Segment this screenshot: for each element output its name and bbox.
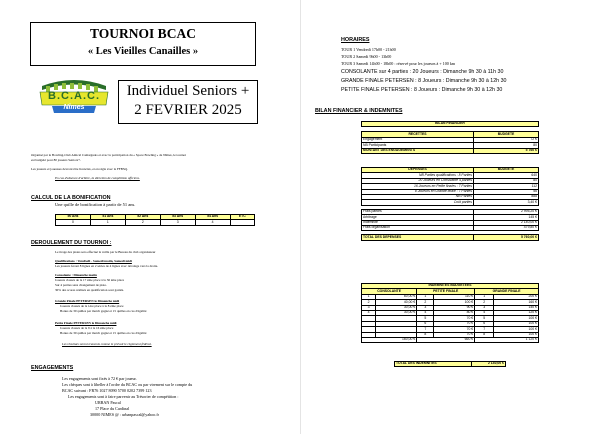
indem-header: CONSOLANTE bbox=[362, 289, 417, 294]
depenses-label: Indemnité bbox=[362, 220, 474, 225]
depenses-line-value: 888 bbox=[474, 194, 539, 199]
indem-cell: 30,00 € bbox=[376, 310, 417, 315]
recettes-value: 72 € bbox=[474, 137, 539, 142]
indem-cell: 120 € bbox=[494, 310, 539, 315]
indemnites-table bbox=[361, 283, 539, 343]
indem-cell: 60,00 € bbox=[376, 294, 417, 299]
indem-cell: 8 bbox=[417, 332, 434, 337]
indem-cell: 6 bbox=[417, 321, 434, 326]
depenses-label: Frais organisation bbox=[362, 225, 474, 230]
deroul-line: Les joueurs feront 8 lignes en 2 séries de 4 lignes avec décalage vers la droite. bbox=[55, 264, 159, 268]
recettes-header: RECETTES bbox=[362, 132, 474, 137]
horaire-line: TOUR 1 Vendredi 17h00 - 21h00 bbox=[341, 47, 396, 52]
deroul-line: Bonus de 30 quilles par match gagné et 15 quilles en cas d'égalité bbox=[60, 309, 147, 313]
indem-cell: 70 € bbox=[434, 332, 475, 337]
indem-cell: 100 € bbox=[494, 332, 539, 337]
depenses-line-value: 640 bbox=[474, 173, 539, 178]
depenses-line-label: NB Parties qualifications : 8 Parties bbox=[362, 173, 474, 178]
indem-cell: 160 € bbox=[494, 300, 539, 305]
indem-cell: 4 bbox=[417, 310, 434, 315]
indem-cell: 7 bbox=[475, 327, 494, 332]
indem-cell: 110 € bbox=[434, 294, 475, 299]
depenses-value: 145 € bbox=[474, 215, 539, 220]
depenses-line-value: 3,40 € bbox=[474, 200, 539, 205]
intro-line: Organisé par le Bowling-Club Amical Camarguais et avec la participation du « Space Bowling » de Nîmes, le tournoi bbox=[31, 153, 187, 157]
bonif-table bbox=[55, 214, 255, 226]
deroul-line: Sur 4 parties sans changement de piste. bbox=[55, 283, 107, 287]
engag-line: Les engagements sont à faire parvenir au Trésorier de compétition : bbox=[68, 394, 179, 399]
indem-cell: 7 bbox=[417, 327, 434, 332]
indem-total-label: TOTAL DES INDEMNITES bbox=[395, 362, 472, 367]
bonif-header: 53 Ans bbox=[160, 215, 195, 220]
bonif-header: 52 Ans bbox=[125, 215, 160, 220]
indem-cell: 100 € bbox=[434, 300, 475, 305]
bonif-header: 50 Ans bbox=[56, 215, 91, 220]
deroul-line: Joueurs classés de la 17 ème place à la 36 ème place bbox=[55, 278, 125, 282]
depenses-line-label: 16 Joueurs en Petite finales : 7 Parties bbox=[362, 184, 474, 189]
deroul-line: 30% des scores réalisés en qualification sont gardés. bbox=[55, 288, 125, 292]
indem-cell: 3 bbox=[417, 305, 434, 310]
indem-cell: 70 € bbox=[434, 316, 475, 321]
indem-cell: 3 bbox=[362, 305, 376, 310]
indem-header: PETITE FINALE bbox=[417, 289, 475, 294]
engag-line: 30000 NIMES @ : urbanpascal@yahoo.fr bbox=[90, 412, 160, 417]
engag-line: 17 Place du Cardinal bbox=[95, 406, 130, 411]
deroul-line: Bonus de 30 quilles par match gagné et 15 quilles en cas d'égalité bbox=[60, 331, 147, 335]
indem-cell: 100 € bbox=[494, 327, 539, 332]
deroul-line: Petite Finale PETERSEN le Dimanche midi bbox=[55, 321, 117, 325]
category-label: Individuel Seniors + bbox=[126, 83, 250, 99]
intro-line: En cas d'absence d'arbitre, la direction de compétition officiera. bbox=[55, 176, 140, 180]
engag-line: BCAC suivant : FR76 1027 8090 5700 0202 7399 123 bbox=[62, 388, 152, 393]
indem-cell: 100 € bbox=[494, 321, 539, 326]
indem-cell: 40,00 € bbox=[376, 300, 417, 305]
depenses-total-label: TOTAL DES DEPENSES bbox=[362, 235, 474, 240]
deroul-line: Qualifications : Vendredi - Samedi matin, Samedi midi bbox=[55, 259, 132, 263]
indem-title: INDEMNITES BUDGETEES bbox=[362, 284, 539, 289]
bonif-value: 3 bbox=[160, 220, 195, 225]
depenses-value: 2 995,20 € bbox=[474, 209, 539, 214]
depenses-line-label: 8 Joueurs en Grande finale : 7 Parties bbox=[362, 189, 474, 194]
recettes-label: Engagement bbox=[362, 137, 474, 142]
bonif-title: CALCUL DE LA BONIFICATION bbox=[31, 195, 111, 201]
bonif-header: ETC bbox=[230, 215, 254, 220]
bonif-value: 1 bbox=[90, 220, 125, 225]
depenses-header: BUDGETE bbox=[474, 168, 539, 173]
depenses-table bbox=[361, 167, 539, 241]
logo-text-bottom: Nîmes bbox=[63, 104, 85, 111]
indem-cell: 1 bbox=[475, 294, 494, 299]
tournament-title: TOURNOI BCAC bbox=[90, 26, 196, 41]
horaires-title: HORAIRES bbox=[341, 37, 370, 43]
bonif-header: 51 Ans bbox=[90, 215, 125, 220]
deroul-line: Consolante : Dimanche matin bbox=[55, 273, 97, 277]
indem-cell: 100 € bbox=[494, 316, 539, 321]
depenses-line-label: Coût parties bbox=[362, 200, 474, 205]
tournament-subtitle: « Les Vieilles Canailles » bbox=[87, 46, 199, 57]
indem-cell: 70 € bbox=[434, 321, 475, 326]
intro-line: est budgété pour 80 joueurs Seniors+. bbox=[31, 158, 81, 162]
indem-cell: 5 bbox=[417, 316, 434, 321]
bonif-value bbox=[230, 220, 254, 225]
depenses-label: Arbitrage bbox=[362, 215, 474, 220]
depenses-label: Frais parties bbox=[362, 209, 474, 214]
depenses-line-value: 80 bbox=[474, 178, 539, 183]
depenses-line-value: 56 bbox=[474, 189, 539, 194]
horaire-line: GRANDE FINALE PETERSEN : 8 Joueurs : Dimanche 9h 30 à 12h 30 bbox=[341, 78, 507, 84]
engag-line: Les engagements sont fixés à 72 € par joueur. bbox=[62, 376, 137, 381]
indem-cell: 2 bbox=[417, 300, 434, 305]
indem-cell: 8 bbox=[475, 332, 494, 337]
indem-cell: 1 bbox=[417, 294, 434, 299]
indem-total-value: 2 140,00 € bbox=[472, 362, 506, 367]
recettes-total-value: 5 760 € bbox=[474, 148, 539, 153]
bonif-value: 0 bbox=[56, 220, 91, 225]
indem-cell: 2 bbox=[362, 300, 376, 305]
indem-total-table bbox=[394, 361, 506, 367]
bonif-text: Une quille de bonification à partir de 51 ans. bbox=[55, 202, 136, 207]
indem-cell: 3 bbox=[475, 305, 494, 310]
bilan-header: BILAN FINANCIER bbox=[362, 122, 539, 127]
depenses-value: 2 140,00 € bbox=[474, 220, 539, 225]
page-right bbox=[300, 0, 600, 434]
indem-cell: 80 € bbox=[434, 310, 475, 315]
recettes-table bbox=[361, 121, 539, 154]
depenses-line-label: NB Parties bbox=[362, 194, 474, 199]
horaire-line: PETITE FINALE PETERSEN : 8 Joueurs : Dimanche 9h 30 à 12h 30 bbox=[341, 87, 503, 93]
deroul-line: Grande Finale PETERSEN le Dimanche midi bbox=[55, 299, 120, 303]
depenses-total-value: 5 760,00 € bbox=[474, 235, 539, 240]
depenses-header: DEPENSES bbox=[362, 168, 474, 173]
indem-cell: 2 bbox=[475, 300, 494, 305]
depenses-value: 479,80 € bbox=[474, 225, 539, 230]
indem-cell: 70 € bbox=[434, 327, 475, 332]
horaire-line: TOUR 2 Samedi 9h00 - 13h00 bbox=[341, 54, 392, 59]
depenses-line-label: 20 Joueurs en Consolante 4 parties bbox=[362, 178, 474, 183]
indem-cell: 90 € bbox=[434, 305, 475, 310]
indem-header: GRANDE FINALE bbox=[475, 289, 539, 294]
bonif-value: 4 bbox=[195, 220, 230, 225]
logo-text-top: B.C.A.C. bbox=[48, 90, 100, 102]
bonif-header: 54 Ans bbox=[195, 215, 230, 220]
indem-cell: 6 bbox=[475, 321, 494, 326]
recettes-value: 80 bbox=[474, 143, 539, 148]
indem-cell: 5 bbox=[475, 316, 494, 321]
indem-subtotal: 660 € bbox=[417, 337, 475, 342]
horaire-line: TOUR 3 Samedi 14h00 - 18h00 : réservé pour les joueurs à + 100 km bbox=[341, 61, 456, 66]
engag-title: ENGAGEMENTS bbox=[31, 365, 74, 371]
indem-cell: 4 bbox=[475, 310, 494, 315]
indem-cell: 140 € bbox=[494, 305, 539, 310]
indem-subtotal: 1 120 € bbox=[475, 337, 539, 342]
depenses-line-value: 112 bbox=[474, 184, 539, 189]
indem-cell: 1 bbox=[362, 294, 376, 299]
bonif-value: 2 bbox=[125, 220, 160, 225]
deroul-line: Le tirage des pistes sera effectué la veille par le Bureau du club organisateur bbox=[55, 250, 156, 254]
engag-line: URBAN Pascal bbox=[95, 400, 121, 405]
intro-line: Les joueurs et joueuses devront être licenciés, et en règle avec la FFBSQ. bbox=[31, 167, 128, 171]
deroul-line: Joueurs classés de la 1ère place à la 8 ème place bbox=[60, 304, 124, 308]
deroul-title: DEROULEMENT DU TOURNOI : bbox=[31, 240, 112, 246]
horaire-line: CONSOLANTE sur 4 parties : 20 Joueurs : Dimanche 9h 30 à 11h 30 bbox=[341, 69, 504, 75]
indem-cell: 30,00 € bbox=[376, 305, 417, 310]
recettes-total-label: MONTANT DES ENGAGEMENTS bbox=[362, 148, 474, 153]
indem-cell: 4 bbox=[362, 310, 376, 315]
recettes-label: NB Participants bbox=[362, 143, 474, 148]
indem-subtotal: 160,00 € bbox=[362, 337, 417, 342]
indem-cell: 200 € bbox=[494, 294, 539, 299]
deroul-line: Les résultats seront transmis comme le prévoit le règlement fédéral. bbox=[62, 342, 152, 346]
deroul-line: Joueurs classés de la 9 à la 16 ème place bbox=[60, 326, 114, 330]
tournament-date: 2 FEVRIER 2025 bbox=[134, 102, 242, 118]
engag-line: Les chèques sont à libeller à l'ordre du BCAC ou par virement sur le compte du bbox=[62, 382, 193, 387]
recettes-header: BUDGETE bbox=[474, 132, 539, 137]
bilan-title: BILAN FINANCIER & INDEMNITES bbox=[315, 108, 403, 114]
